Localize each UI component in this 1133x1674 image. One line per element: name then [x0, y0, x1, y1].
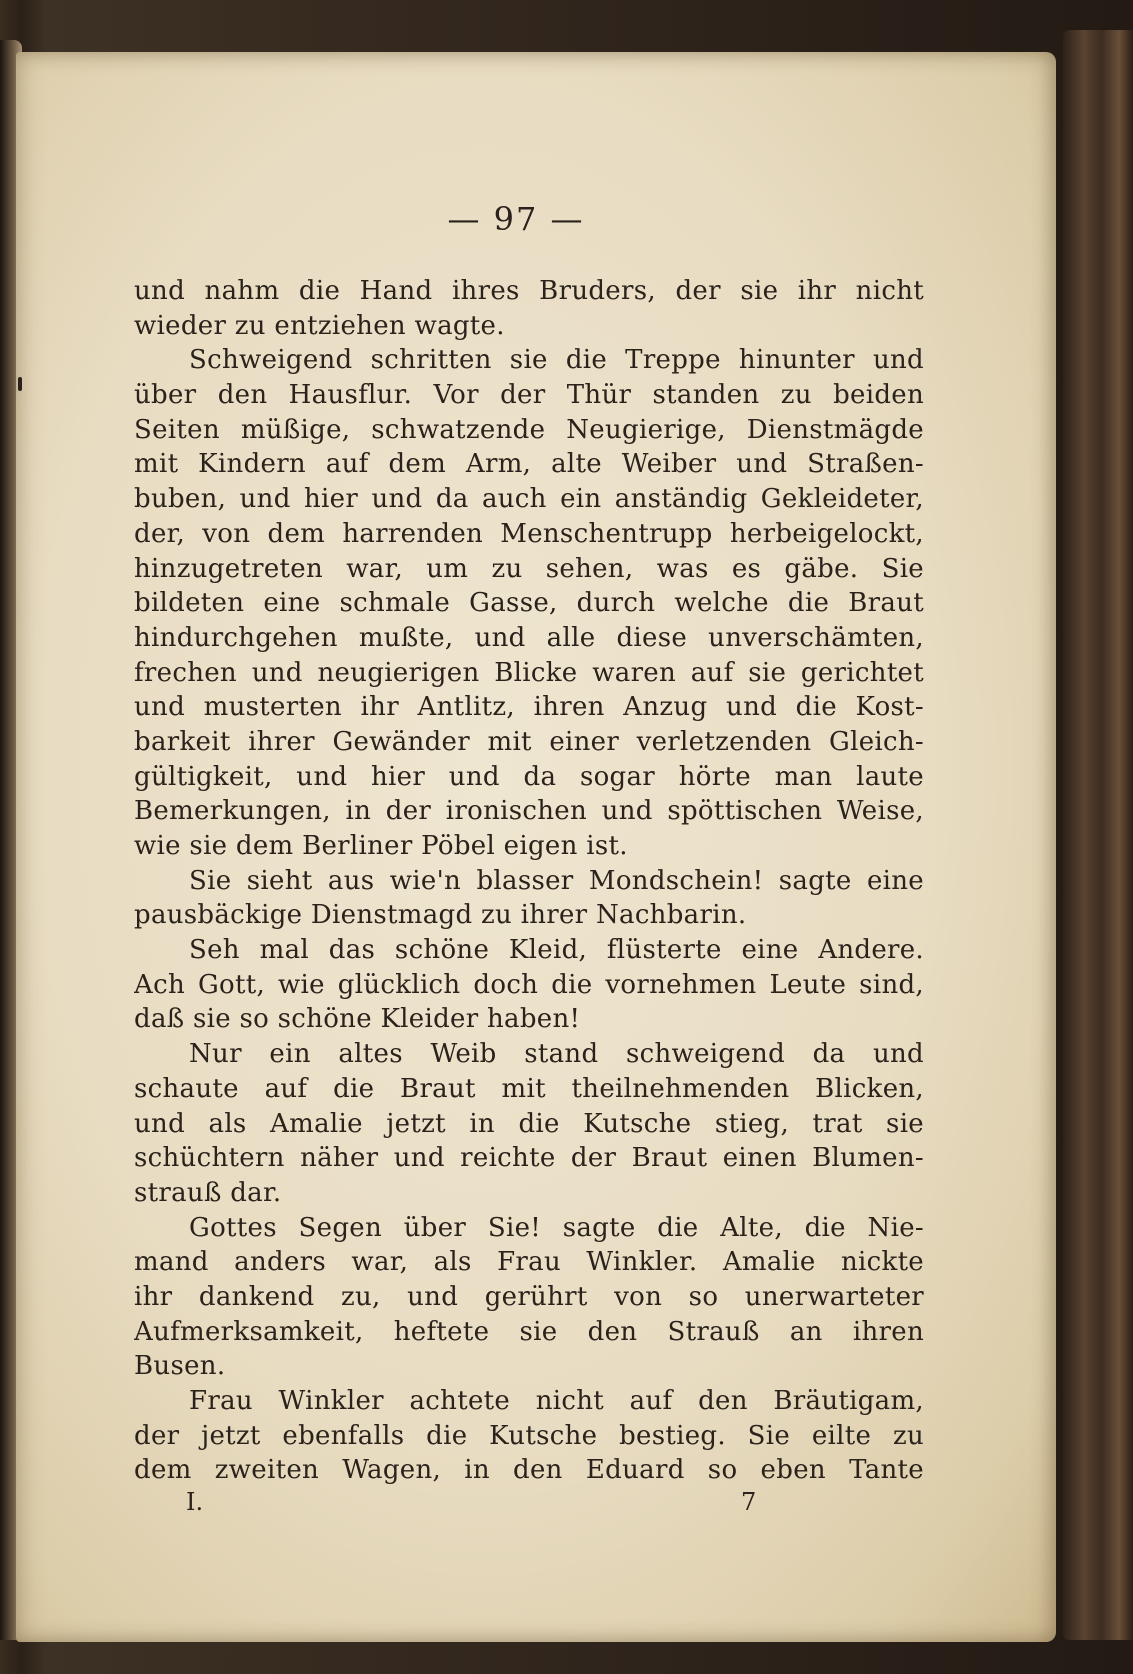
text-line: schaute auf die Braut mit theilnehmenden Blicken, [134, 1073, 924, 1104]
text-line: frechen und neugierigen Blicke waren auf sie gerichtet [134, 657, 924, 688]
text-line: gültigkeit, und hier und da sogar hörte man laute [134, 761, 924, 792]
text-line: wieder zu entziehen wagte. [134, 310, 505, 341]
text-line: mand anders war, als Frau Winkler. Amalie nickte [134, 1247, 924, 1278]
text-line: mit Kindern auf dem Arm, alte Weiber und Straßen- [134, 449, 924, 480]
text-line: Nur ein altes Weib stand schweigend da und [189, 1039, 924, 1070]
text-line: Ach Gott, wie glücklich doch die vornehmen Leute sind, [134, 969, 924, 1000]
text-line: Seiten müßige, schwatzende Neugierige, Dienstmägde [134, 414, 924, 445]
signature-mark: I. [186, 1488, 204, 1516]
page-body-text [134, 274, 924, 1488]
text-line: und musterten ihr Antlitz, ihren Anzug und die Kost- [134, 692, 924, 723]
book-page [16, 52, 1056, 1642]
text-line: ihr dankend zu, und gerührt von so unerwarteter [134, 1281, 924, 1312]
text-line: über den Hausflur. Vor der Thür standen zu beiden [134, 380, 924, 411]
text-line: strauß dar. [134, 1177, 282, 1208]
text-line: hindurchgehen mußte, und alle diese unverschämten, [134, 622, 924, 653]
book-cover-edge [1063, 30, 1133, 1640]
text-line: wie sie dem Berliner Pöbel eigen ist. [134, 831, 628, 861]
text-line: daß sie so schöne Kleider haben! [134, 1004, 581, 1035]
text-line: Busen. [134, 1351, 226, 1382]
text-line: buben, und hier und da auch ein anständig Gekleideter, [134, 484, 924, 515]
text-line: hinzugetreten war, um zu sehen, was es gäbe. Sie [134, 553, 924, 584]
text-line: Aufmerksamkeit, heftete sie den Strauß an ihren [134, 1316, 924, 1347]
text-line: der jetzt ebenfalls die Kutsche bestieg. Sie eilte zu [134, 1420, 924, 1451]
page-number: — 97 — [447, 200, 585, 238]
text-line: bildeten eine schmale Gasse, durch welche die Braut [134, 588, 924, 619]
text-line: und als Amalie jetzt in die Kutsche stieg, trat sie [134, 1108, 924, 1139]
sheet-number: 7 [741, 1488, 757, 1516]
text-line: barkeit ihrer Gewänder mit einer verletzenden Gleich- [134, 726, 924, 757]
text-line: Seh mal das schöne Kleid, flüsterte eine Andere. [189, 935, 924, 966]
text-line: Bemerkungen, in der ironischen und spöttischen Weise, [134, 796, 924, 827]
text-line: und nahm die Hand ihres Bruders, der sie ihr nicht [134, 276, 924, 306]
text-line: dem zweiten Wagen, in den Eduard so eben Tante [134, 1455, 924, 1486]
text-line: Gottes Segen über Sie! sagte die Alte, die Nie- [189, 1212, 924, 1243]
text-line: Sie sieht aus wie'n blasser Mondschein! sagte eine [189, 865, 924, 896]
page-footer [16, 1488, 1056, 1528]
text-line: Schweigend schritten sie die Treppe hinunter und [189, 345, 924, 376]
text-line: schüchtern näher und reichte der Braut einen Blumen- [134, 1143, 924, 1174]
margin-ink-mark [18, 377, 22, 391]
text-line: der, von dem harrenden Menschentrupp herbeigelockt, [134, 518, 924, 549]
text-line: pausbäckige Dienstmagd zu ihrer Nachbarin. [134, 900, 747, 931]
text-line: Frau Winkler achtete nicht auf den Bräutigam, [189, 1386, 924, 1416]
